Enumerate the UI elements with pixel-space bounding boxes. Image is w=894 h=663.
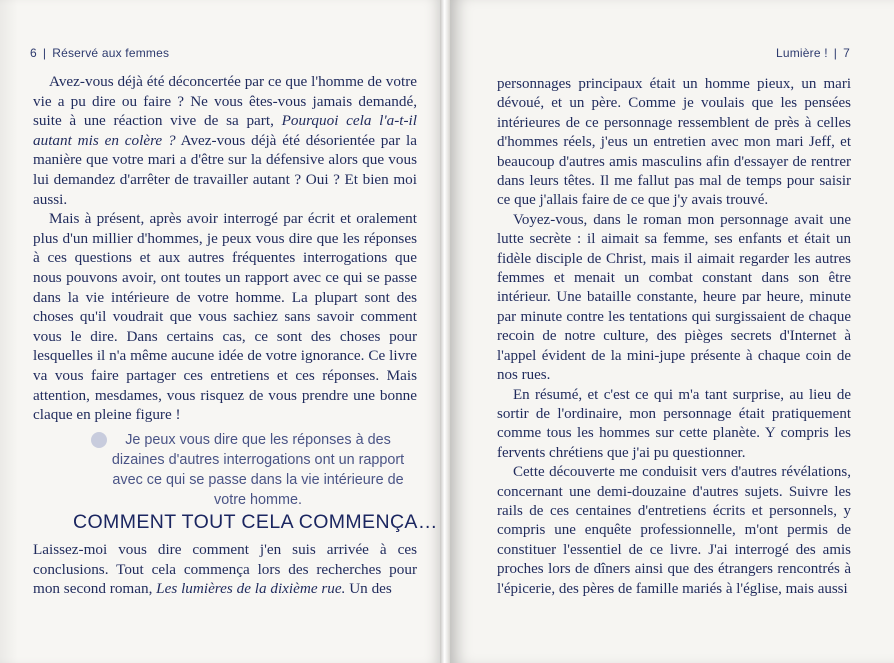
separator: | (42, 46, 47, 60)
section-heading: COMMENT TOUT CELA COMMENÇA… (73, 511, 438, 533)
left-body-text-2 (33, 540, 417, 599)
page-edge-shadow (0, 0, 18, 663)
pull-quote (98, 430, 418, 510)
quote-dot-icon (91, 432, 107, 448)
running-head-left (30, 46, 169, 60)
paragraph: personnages principaux était un homme pieux, un mari dévoué, et un père. Comme je voulais que les pensées intérieures de ce personnage ressemblent de près à celles d'hommes réels, j'eus un entretien avec mon mari Jeff, et beaucoup d'autres amis masculins afin d'essayer de rentrer dans leurs têtes. Il me fallut pas mal de temps pour saisir ce que j'allais faire de ce que j'y avais trouvé. (497, 76, 851, 209)
separator: | (833, 46, 838, 60)
paragraph-text: Avez-vous déjà été désorientée par la manière que votre mari a d'être sur la défensive alors que vous lui demandez d'arrêter de travailler autant ? Oui ? Et bien moi aussi. (33, 131, 417, 208)
page-number-right: 7 (843, 46, 850, 60)
page-number-left: 6 (30, 46, 37, 60)
italic-book-title: Les lumières de la dixième rue. (156, 580, 346, 598)
paragraph (33, 209, 417, 425)
paragraph: Voyez-vous, dans le roman mon personnage avait une lutte secrète : il aimait sa femme, ses enfants et était un fidèle disciple de Christ, mais il aimait regarder les autres femmes et menait un combat constant dans son être intérieur. Une bataille constante, heure par heure, minute par minute contre les tentations qui surgissaient de chaque recoin de notre culture, des pièges secrets d'Internet à l'appel évident de la mini-jupe présente à chaque coin de nos rues. (497, 211, 851, 384)
paragraph: Cette découverte me conduisit vers d'autres révélations, concernant une demi-douzaine d'autres sujets. Suivre les rails de ces centaines d'entretiens écrits et personnels, y compris une enquête professionnelle, m'ont permis de constituer l'essentiel de ce livre. J'ai interrogé des amis proches lors de dîners ainsi que des étrangers rencontrés à l'épicerie, des pères de famille mariés à l'église, mais aussi (497, 464, 851, 597)
paragraph-text: Laissez-moi vous dire comment j'en suis arrivée à ces conclusions. Tout cela commença lors des recherches pour mon second roman, (33, 541, 417, 598)
paragraph (33, 540, 417, 599)
paragraph-text: Mais à présent, après avoir interrogé par écrit et oralement plus d'un millier d'hommes, je peux vous dire que les réponses à ces questions et aux autres fréquentes interrogations que nous pouvons avoir, ont toutes un rapport avec ce qui se passe dans la vie intérieure de votre homme. La plupart sont des choses qu'il voudrait que vous sachiez sans savoir comment vous le dire. Dans certains cas, ce sont des choses pour lesquelles il n'a même aucune idée de votre ignorance. Ce livre va vous faire partager ces entretiens et ces réponses. Mais attention, mesdames, vous risquez de vous prendre une bonne claque en pleine figure ! (33, 210, 417, 424)
running-head-right (776, 46, 850, 60)
italic-question: Pourquoi cela l'a-t-il autant mis en colère ? (33, 112, 417, 149)
pull-quote-text: Je peux vous dire que les réponses à des dizaines d'autres interrogations ont un rapport avec ce qui se passe dans la vie intérieure de votre homme. (111, 432, 405, 508)
running-head-title-left: Réservé aux femmes (52, 46, 170, 60)
right-body-text (497, 75, 851, 599)
paragraph-text: Avez-vous déjà été déconcertée par ce que l'homme de votre vie a pu dire ou faire ? Ne vous êtes-vous jamais demandé, suite à une réaction vive de sa part, (33, 73, 417, 130)
left-body-text (33, 72, 417, 425)
paragraph (33, 72, 417, 209)
paragraph-text: Un des (349, 580, 392, 598)
running-head-title-right: Lumière ! (775, 46, 828, 60)
book-gutter (440, 0, 450, 663)
paragraph: En résumé, et c'est ce qui m'a tant surprise, au lieu de sortir de l'ordinaire, mon personnage était pratiquement comme tous les hommes sur cette planète. Y compris les fervents chrétiens que j'ai pu questionner. (497, 386, 851, 461)
